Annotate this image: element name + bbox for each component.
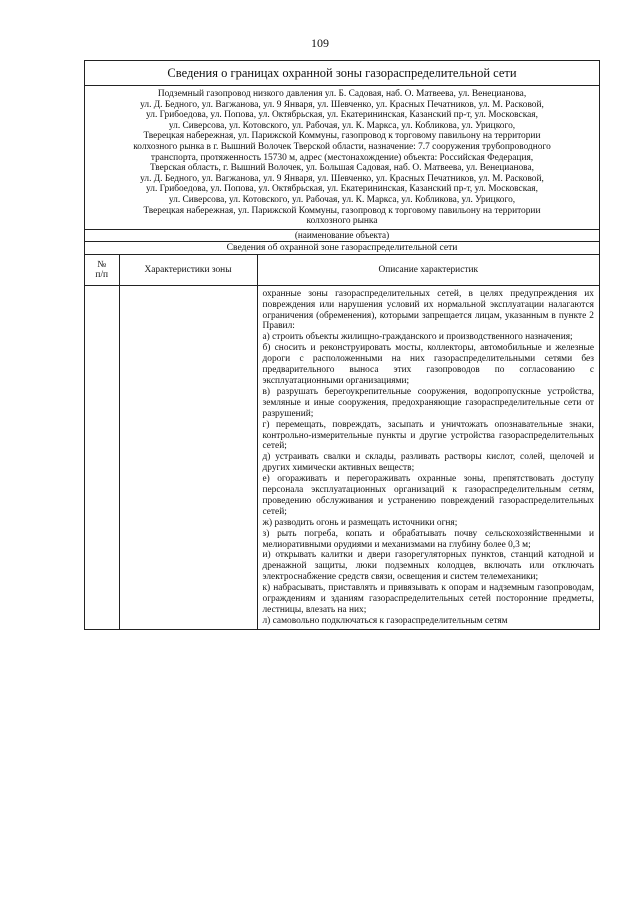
table-header-row: [85, 255, 599, 286]
object-description-line: ул. Сиверсова, ул. Котовского, ул. Рабочая, ул. К. Маркса, ул. Кобликова, ул. Урицкого,: [168, 120, 516, 131]
object-description-line: колхозного рынка: [306, 216, 378, 227]
description-paragraph: б) сносить и реконструировать мосты, коллекторы, автомобильные и железные дороги с расположенными на них газораспределительными сетями без предварительного выноса этих газопроводов по согласованию с эксплуатационными организациями;: [262, 343, 594, 386]
section-caption: Сведения об охранной зоне газораспределительной сети: [85, 242, 599, 255]
object-description-line: ул. Сиверсова, ул. Котовского, ул. Рабочая, ул. К. Маркса, ул. Кобликова, ул. Урицкого,: [168, 194, 516, 205]
description-paragraph: ж) разводить огонь и размещать источники огня;: [262, 517, 458, 528]
description-paragraph: к) набрасывать, приставлять и привязывать к опорам и надземным газопроводам, ограждениям и зданиям газораспределительных сетей посторонние предметы, лестницы, влезать на них;: [262, 583, 594, 615]
object-description-line: транспорта, протяженность 15730 м, адрес (местонахождение) объекта: Российская Федерация,: [150, 152, 534, 163]
cell-description: [257, 285, 599, 629]
description-paragraph: г) перемещать, повреждать, засыпать и уничтожать опознавательные знаки, контрольно-измерительные пункты и другие устройства газораспределительных сетей;: [262, 419, 594, 452]
cell-number: [85, 285, 119, 629]
description-paragraph: з) рыть погреба, копать и обрабатывать почву сельскохозяйственными и мелиоративными орудиями и механизмами на глубину более 0,3 м;: [262, 528, 594, 550]
document-frame: [84, 60, 600, 630]
object-description-line: Тверецкая набережная, ул. Парижской Коммуны, газопровод к торговому павильону на территории: [143, 131, 541, 142]
object-description-line: ул. Грибоедова, ул. Попова, ул. Октябрьская, ул. Екатерининская, Казанский пр-т, ул. Московская,: [146, 110, 538, 121]
header-number: [85, 255, 119, 286]
object-description-line: Тверецкая набережная, ул. Парижской Коммуны, газопровод к торговому павильону на территории: [143, 205, 541, 216]
description-paragraph: е) огораживать и перегораживать охранные зоны, препятствовать доступу персонала эксплуатационных организаций к газораспределительным сетям, проведению обслуживания и устранению повреждений газораспределительных сетей;: [262, 474, 594, 517]
object-description-line: Подземный газопровод низкого давления ул. Б. Садовая, наб. О. Матвеева, ул. Венецианова,: [157, 89, 527, 99]
document-title: Сведения о границах охранной зоны газораспределительной сети: [85, 61, 599, 86]
page-number: 109: [311, 36, 329, 50]
object-description-line: Тверская область, г. Вышний Волочек, ул. Большая Садовая, наб. О. Матвеева, ул. Венецианова,: [150, 163, 534, 174]
header-number-line2: п/п: [95, 269, 109, 280]
description-paragraph: в) разрушать берегоукрепительные сооружения, водопропускные устройства, земляные и иные сооружения, предохраняющие газораспределительные сети от разрушений;: [262, 386, 594, 419]
description-paragraph: д) устраивать свалки и склады, разливать растворы кислот, солей, щелочей и других химически активных веществ;: [262, 452, 594, 474]
description-paragraph: а) строить объекты жилищно-гражданского и производственного назначения;: [262, 332, 573, 343]
object-description-line: ул. Д. Бедного, ул. Вагжанова, ул. 9 Января, ул. Шевченко, ул. Красных Печатников, ул. М. Расковой,: [140, 173, 544, 184]
header-description: Описание характеристик: [257, 255, 599, 286]
description-paragraph: и) открывать калитки и двери газорегуляторных пунктов, станций катодной и дренажной защиты, люки подземных колодцев, включать или отключать электроснабжение средств связи, освещения и систем телемеханики;: [262, 550, 594, 583]
description-paragraph: л) самовольно подключаться к газораспределительным сетям: [262, 615, 508, 626]
object-description: [85, 86, 599, 230]
object-name-caption: (наименование объекта): [85, 230, 599, 242]
zone-table: [85, 255, 599, 629]
header-number-line1: №: [97, 259, 107, 270]
object-description-line: ул. Д. Бедного, ул. Вагжанова, ул. 9 Января, ул. Шевченко, ул. Красных Печатников, ул. М. Расковой,: [140, 99, 544, 110]
cell-characteristics: [119, 285, 257, 629]
object-description-line: колхозного рынка в г. Вышний Волочек Тверской области, назначение: 7.7 сооружения трубопроводного: [133, 141, 551, 152]
header-characteristics: Характеристики зоны: [119, 255, 257, 286]
description-paragraph: охранные зоны газораспределительных сетей, в целях предупреждения их повреждения или нарушения условий их нормальной эксплуатации налагаются ограничения (обременения), которыми запрещается лицам, указанным в пункте 2 Правил:: [262, 288, 594, 332]
table-row: [85, 285, 599, 629]
object-description-line: ул. Грибоедова, ул. Попова, ул. Октябрьская, ул. Екатерининская, Казанский пр-т, ул. Московская,: [146, 184, 538, 195]
